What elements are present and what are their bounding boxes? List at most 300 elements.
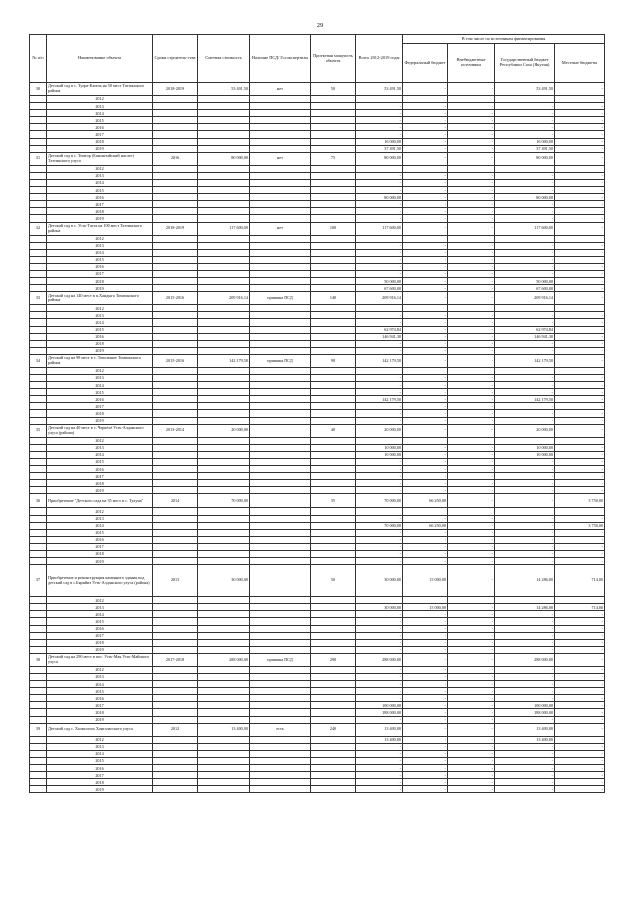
year-row xyxy=(30,458,605,465)
empty-cell xyxy=(198,688,250,695)
year-total: 37 491,50 xyxy=(356,145,403,152)
year-num-cell xyxy=(30,145,47,152)
year-total: - xyxy=(356,646,403,653)
empty-cell xyxy=(311,410,356,417)
year-federal: - xyxy=(403,639,448,646)
year-label: 2015 xyxy=(47,618,153,625)
year-label: 2014 xyxy=(47,611,153,618)
empty-cell xyxy=(153,367,198,374)
year-label: 2016 xyxy=(47,536,153,543)
year-num-cell xyxy=(30,389,47,396)
year-label: 2014 xyxy=(47,179,153,186)
year-row xyxy=(30,96,605,103)
empty-cell xyxy=(250,772,311,779)
year-federal: - xyxy=(403,389,448,396)
empty-cell xyxy=(311,367,356,374)
year-row xyxy=(30,646,605,653)
year-row xyxy=(30,702,605,709)
empty-cell xyxy=(198,444,250,451)
empty-cell xyxy=(198,702,250,709)
year-total: - xyxy=(356,779,403,786)
year-num-cell xyxy=(30,543,47,550)
empty-cell xyxy=(153,674,198,681)
empty-cell xyxy=(311,124,356,131)
year-federal: - xyxy=(403,172,448,179)
year-total: 80 000,00 xyxy=(356,194,403,201)
project-name: Детский сад на 140 мест в п.Хандыга Томпонского района xyxy=(47,292,153,305)
year-extra xyxy=(448,597,495,604)
empty-cell xyxy=(198,646,250,653)
year-extra: - xyxy=(448,201,495,208)
year-num-cell xyxy=(30,750,47,757)
year-state: - xyxy=(495,347,555,354)
header-group: В том числе по источникам финансирования xyxy=(403,35,605,44)
empty-cell xyxy=(311,165,356,172)
project-row xyxy=(30,222,605,235)
year-label: 2016 xyxy=(47,333,153,340)
year-extra: - xyxy=(448,688,495,695)
year-total: 100 000,00 xyxy=(356,702,403,709)
project-total: 117 600,00 xyxy=(356,222,403,235)
empty-cell xyxy=(311,536,356,543)
project-num: 37 xyxy=(30,565,47,597)
empty-cell xyxy=(153,187,198,194)
year-row xyxy=(30,508,605,515)
year-extra: - xyxy=(448,543,495,550)
year-state: - xyxy=(495,417,555,424)
table-header xyxy=(30,35,605,83)
empty-cell xyxy=(198,103,250,110)
project-total: 209 916,14 xyxy=(356,292,403,305)
year-row xyxy=(30,410,605,417)
year-label: 2015 xyxy=(47,688,153,695)
year-label: 2013 xyxy=(47,375,153,382)
year-row xyxy=(30,688,605,695)
year-federal: - xyxy=(403,550,448,557)
year-state: - xyxy=(495,249,555,256)
project-extra: - xyxy=(448,354,495,367)
year-extra: - xyxy=(448,604,495,611)
year-local: - xyxy=(555,215,605,222)
year-label: 2012 xyxy=(47,367,153,374)
empty-cell xyxy=(250,375,311,382)
year-extra: - xyxy=(448,278,495,285)
year-local: - xyxy=(555,179,605,186)
year-local: - xyxy=(555,285,605,292)
header-num: № п/п xyxy=(30,35,47,83)
empty-cell xyxy=(250,666,311,673)
year-label: 2015 xyxy=(47,117,153,124)
year-federal: - xyxy=(403,632,448,639)
year-extra xyxy=(448,235,495,242)
year-local xyxy=(555,508,605,515)
year-total: - xyxy=(356,187,403,194)
empty-cell xyxy=(250,757,311,764)
project-extra: - xyxy=(448,222,495,235)
year-total: 30 000,00 xyxy=(356,604,403,611)
year-num-cell xyxy=(30,757,47,764)
empty-cell xyxy=(153,736,198,743)
year-row xyxy=(30,103,605,110)
year-federal: - xyxy=(403,451,448,458)
year-state: 50 000,00 xyxy=(495,278,555,285)
empty-cell xyxy=(153,138,198,145)
year-extra: - xyxy=(448,702,495,709)
empty-cell xyxy=(250,716,311,723)
year-extra: - xyxy=(448,285,495,292)
project-row xyxy=(30,354,605,367)
year-extra: - xyxy=(448,124,495,131)
year-row xyxy=(30,110,605,117)
year-label: 2019 xyxy=(47,215,153,222)
year-num-cell xyxy=(30,110,47,117)
year-total: - xyxy=(356,382,403,389)
empty-cell xyxy=(250,736,311,743)
year-num-cell xyxy=(30,117,47,124)
empty-cell xyxy=(250,473,311,480)
empty-cell xyxy=(198,695,250,702)
project-state: 288 000,00 xyxy=(495,653,555,666)
year-total: 142 179,50 xyxy=(356,396,403,403)
year-row xyxy=(30,270,605,277)
year-federal: - xyxy=(403,256,448,263)
project-extra: - xyxy=(448,83,495,96)
empty-cell xyxy=(311,208,356,215)
year-label: 2017 xyxy=(47,201,153,208)
project-terms: 2013 xyxy=(153,565,198,597)
year-label: 2016 xyxy=(47,396,153,403)
empty-cell xyxy=(198,410,250,417)
header-total: Всего 2012-2019 годы xyxy=(356,35,403,83)
empty-cell xyxy=(198,96,250,103)
year-row xyxy=(30,263,605,270)
year-local: - xyxy=(555,674,605,681)
year-total: - xyxy=(356,124,403,131)
empty-cell xyxy=(250,681,311,688)
empty-cell xyxy=(153,375,198,382)
year-local: - xyxy=(555,681,605,688)
year-extra xyxy=(448,96,495,103)
empty-cell xyxy=(311,194,356,201)
year-row xyxy=(30,208,605,215)
year-extra: - xyxy=(448,618,495,625)
year-extra: - xyxy=(448,458,495,465)
year-total: - xyxy=(356,473,403,480)
year-local: - xyxy=(555,632,605,639)
empty-cell xyxy=(153,285,198,292)
year-federal: - xyxy=(403,772,448,779)
year-label: 2015 xyxy=(47,757,153,764)
empty-cell xyxy=(311,666,356,673)
year-row xyxy=(30,215,605,222)
empty-cell xyxy=(198,716,250,723)
year-num-cell xyxy=(30,695,47,702)
empty-cell xyxy=(250,466,311,473)
empty-cell xyxy=(153,194,198,201)
empty-cell xyxy=(311,451,356,458)
year-row xyxy=(30,695,605,702)
empty-cell xyxy=(198,437,250,444)
year-row xyxy=(30,536,605,543)
year-label: 2012 xyxy=(47,96,153,103)
year-num-cell xyxy=(30,597,47,604)
empty-cell xyxy=(153,124,198,131)
year-state: - xyxy=(495,382,555,389)
year-total: 13 400,00 xyxy=(356,736,403,743)
year-federal: - xyxy=(403,618,448,625)
year-extra: - xyxy=(448,536,495,543)
year-federal: - xyxy=(403,666,448,673)
year-num-cell xyxy=(30,340,47,347)
empty-cell xyxy=(250,367,311,374)
year-local: - xyxy=(555,529,605,536)
empty-cell xyxy=(153,256,198,263)
project-local: - xyxy=(555,653,605,666)
year-num-cell xyxy=(30,124,47,131)
year-federal: - xyxy=(403,709,448,716)
empty-cell xyxy=(250,263,311,270)
year-num-cell xyxy=(30,96,47,103)
project-local: - xyxy=(555,152,605,165)
empty-cell xyxy=(250,305,311,312)
year-extra: - xyxy=(448,340,495,347)
year-local: - xyxy=(555,702,605,709)
empty-cell xyxy=(311,117,356,124)
year-state: - xyxy=(495,312,555,319)
year-num-cell xyxy=(30,172,47,179)
empty-cell xyxy=(311,326,356,333)
year-label: 2014 xyxy=(47,522,153,529)
year-extra: - xyxy=(448,333,495,340)
year-federal: - xyxy=(403,736,448,743)
year-label: 2019 xyxy=(47,646,153,653)
project-federal: - xyxy=(403,83,448,96)
year-num-cell xyxy=(30,458,47,465)
year-label: 2013 xyxy=(47,674,153,681)
project-name: Детский сад в с. Томтор (Баягантайский наслег) Таттинского улуса xyxy=(47,152,153,165)
year-label: 2017 xyxy=(47,403,153,410)
year-total: - xyxy=(356,681,403,688)
year-local: - xyxy=(555,487,605,494)
project-row xyxy=(30,83,605,96)
year-num-cell xyxy=(30,437,47,444)
empty-cell xyxy=(250,131,311,138)
year-row xyxy=(30,743,605,750)
empty-cell xyxy=(311,639,356,646)
empty-cell xyxy=(153,625,198,632)
year-federal: - xyxy=(403,702,448,709)
empty-cell xyxy=(250,201,311,208)
year-local: - xyxy=(555,278,605,285)
empty-cell xyxy=(153,515,198,522)
year-state: - xyxy=(495,695,555,702)
year-federal: - xyxy=(403,515,448,522)
project-extra: - xyxy=(448,723,495,736)
project-state: 53 491,50 xyxy=(495,83,555,96)
year-total: - xyxy=(356,772,403,779)
year-label: 2017 xyxy=(47,543,153,550)
empty-cell xyxy=(153,312,198,319)
year-label: 2012 xyxy=(47,597,153,604)
year-total: 50 000,00 xyxy=(356,278,403,285)
year-state: - xyxy=(495,103,555,110)
header-local: Местные бюджеты xyxy=(555,44,605,83)
year-state: - xyxy=(495,480,555,487)
empty-cell xyxy=(153,270,198,277)
empty-cell xyxy=(250,179,311,186)
empty-cell xyxy=(250,194,311,201)
year-local: - xyxy=(555,716,605,723)
year-label: 2017 xyxy=(47,270,153,277)
year-total: - xyxy=(356,618,403,625)
year-label: 2012 xyxy=(47,165,153,172)
year-num-cell xyxy=(30,646,47,653)
year-total: 70 000,00 xyxy=(356,522,403,529)
empty-cell xyxy=(198,558,250,565)
year-label: 2017 xyxy=(47,131,153,138)
empty-cell xyxy=(198,145,250,152)
year-federal: - xyxy=(403,187,448,194)
empty-cell xyxy=(311,618,356,625)
year-extra: - xyxy=(448,772,495,779)
empty-cell xyxy=(153,249,198,256)
empty-cell xyxy=(250,779,311,786)
year-local: - xyxy=(555,410,605,417)
project-capacity: 40 xyxy=(311,424,356,437)
empty-cell xyxy=(250,256,311,263)
empty-cell xyxy=(198,201,250,208)
project-name: Приобретение и реконструкция каменного здания под детский сад в с.Бярийиэ Усть-Алданского улуса (района) xyxy=(47,565,153,597)
empty-cell xyxy=(250,529,311,536)
empty-cell xyxy=(311,249,356,256)
empty-cell xyxy=(153,779,198,786)
project-capacity: 100 xyxy=(311,222,356,235)
year-extra: - xyxy=(448,138,495,145)
year-label: 2019 xyxy=(47,145,153,152)
year-federal: - xyxy=(403,765,448,772)
empty-cell xyxy=(311,389,356,396)
year-row xyxy=(30,550,605,557)
project-federal: - xyxy=(403,723,448,736)
year-row xyxy=(30,558,605,565)
year-label: 2018 xyxy=(47,639,153,646)
year-federal: - xyxy=(403,110,448,117)
empty-cell xyxy=(198,550,250,557)
header-federal: Федеральный бюджет xyxy=(403,44,448,83)
empty-cell xyxy=(250,249,311,256)
year-num-cell xyxy=(30,103,47,110)
year-local: - xyxy=(555,319,605,326)
project-federal: - xyxy=(403,292,448,305)
year-local: - xyxy=(555,187,605,194)
project-total: 288 000,00 xyxy=(356,653,403,666)
empty-cell xyxy=(311,396,356,403)
year-local: - xyxy=(555,172,605,179)
year-federal: - xyxy=(403,263,448,270)
year-total: - xyxy=(356,312,403,319)
project-row xyxy=(30,653,605,666)
year-local: - xyxy=(555,208,605,215)
empty-cell xyxy=(153,646,198,653)
year-federal: - xyxy=(403,194,448,201)
empty-cell xyxy=(250,625,311,632)
project-psd xyxy=(250,494,311,508)
year-federal: - xyxy=(403,138,448,145)
year-row xyxy=(30,716,605,723)
empty-cell xyxy=(198,235,250,242)
empty-cell xyxy=(198,709,250,716)
project-state: 80 000,00 xyxy=(495,152,555,165)
year-state: - xyxy=(495,666,555,673)
year-row xyxy=(30,389,605,396)
year-num-cell xyxy=(30,242,47,249)
year-extra xyxy=(448,508,495,515)
empty-cell xyxy=(311,110,356,117)
year-total: - xyxy=(356,208,403,215)
year-row xyxy=(30,522,605,529)
year-state: - xyxy=(495,743,555,750)
year-federal: 15 000,00 xyxy=(403,604,448,611)
empty-cell xyxy=(311,786,356,793)
empty-cell xyxy=(250,270,311,277)
year-federal: - xyxy=(403,536,448,543)
year-num-cell xyxy=(30,487,47,494)
empty-cell xyxy=(311,604,356,611)
year-state: - xyxy=(495,487,555,494)
empty-cell xyxy=(311,201,356,208)
empty-cell xyxy=(153,611,198,618)
empty-cell xyxy=(250,96,311,103)
empty-cell xyxy=(311,319,356,326)
project-local: - xyxy=(555,222,605,235)
year-total: - xyxy=(356,172,403,179)
year-extra: - xyxy=(448,709,495,716)
empty-cell xyxy=(250,278,311,285)
project-extra: - xyxy=(448,494,495,508)
empty-cell xyxy=(153,473,198,480)
empty-cell xyxy=(198,618,250,625)
year-local: - xyxy=(555,326,605,333)
year-total: - xyxy=(356,270,403,277)
year-total xyxy=(356,367,403,374)
empty-cell xyxy=(153,458,198,465)
year-total xyxy=(356,96,403,103)
year-federal: - xyxy=(403,716,448,723)
year-state: - xyxy=(495,458,555,465)
year-state: 67 600,00 xyxy=(495,285,555,292)
empty-cell xyxy=(311,480,356,487)
project-cost: 80 000,00 xyxy=(198,152,250,165)
empty-cell xyxy=(250,536,311,543)
empty-cell xyxy=(198,242,250,249)
project-psd: нет xyxy=(250,152,311,165)
year-row xyxy=(30,165,605,172)
empty-cell xyxy=(250,165,311,172)
empty-cell xyxy=(250,480,311,487)
empty-cell xyxy=(311,543,356,550)
year-federal: - xyxy=(403,417,448,424)
year-extra: - xyxy=(448,487,495,494)
year-extra: - xyxy=(448,145,495,152)
empty-cell xyxy=(311,466,356,473)
empty-cell xyxy=(250,702,311,709)
empty-cell xyxy=(311,716,356,723)
year-state: - xyxy=(495,124,555,131)
year-row xyxy=(30,249,605,256)
year-state xyxy=(495,597,555,604)
project-num: 34 xyxy=(30,354,47,367)
project-cost: 142 179,50 xyxy=(198,354,250,367)
